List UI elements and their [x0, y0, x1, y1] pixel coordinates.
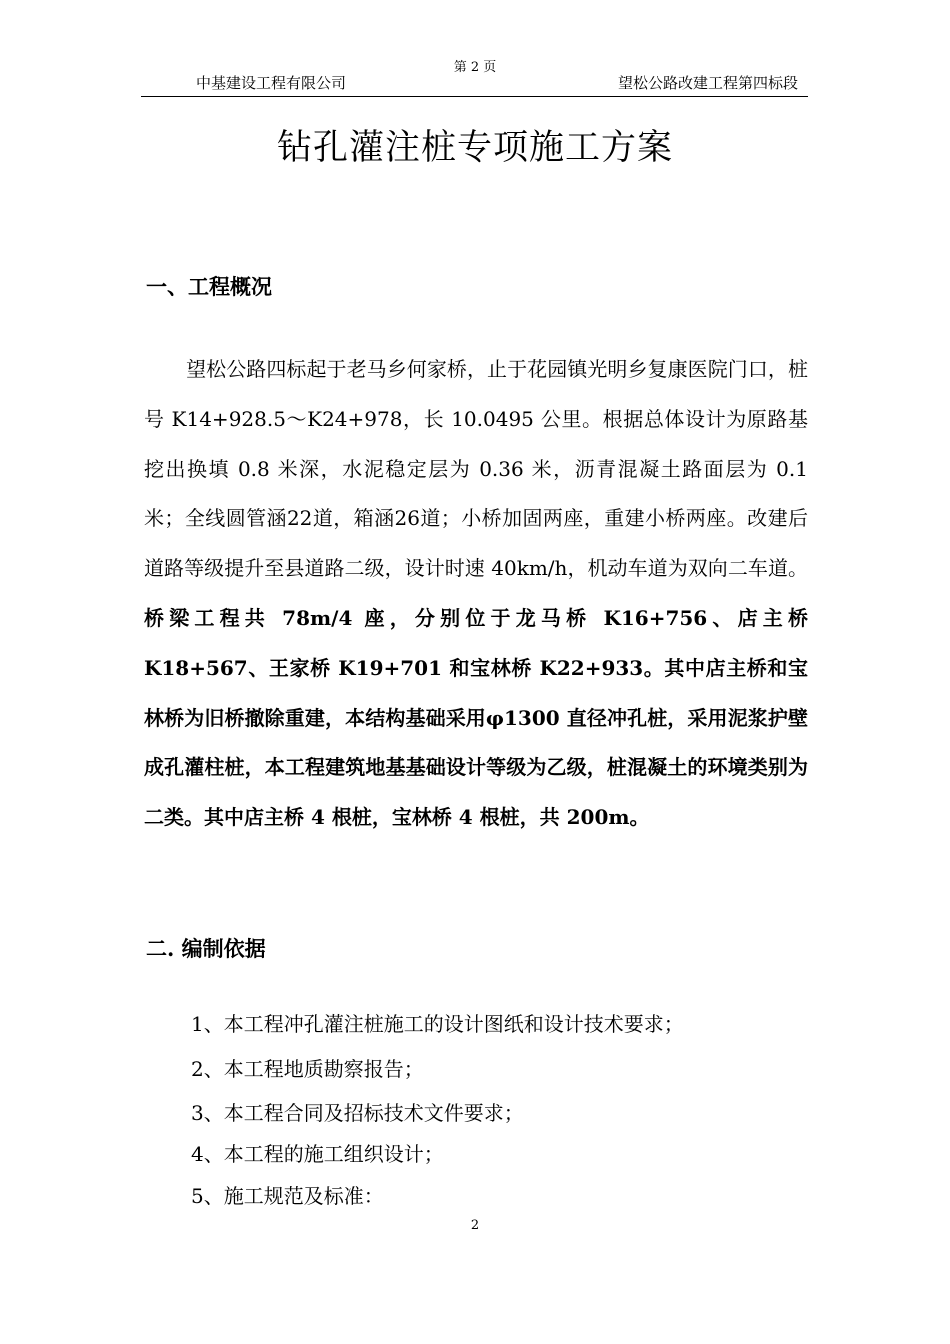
header-company: 中基建设工程有限公司	[196, 74, 347, 92]
list-item: 1、本工程冲孔灌注桩施工的设计图纸和设计技术要求；	[191, 1012, 684, 1036]
page-number-footer: 2	[470, 1218, 480, 1233]
header-divider	[141, 96, 808, 97]
document-title: 钻孔灌注桩专项施工方案	[276, 128, 673, 168]
list-item: 3、本工程合同及招标技术文件要求；	[191, 1101, 524, 1125]
list-item: 4、本工程的施工组织设计；	[191, 1142, 444, 1166]
list-item: 5、施工规范及标准：	[191, 1184, 384, 1208]
overview-paragraph	[144, 345, 808, 843]
section-heading-overview: 一、工程概况	[146, 274, 272, 299]
overview-text: 望松公路四标起于老马乡何家桥，止于花园镇光明乡复康医院门口，桩号 K14+928.5～K24+978，长 10.0495 公里。根据总体设计为原路基挖出换填 0.8 米深，水泥稳定层为 0.36 米，沥青混凝土路面层为 0.1 米；全线圆管涵22道，箱涵26道；小桥加固两座，重建小桥两座。改建后道路等级提升至县道路二级，设计时速 40km/h，机动车道为双向二车道。	[144, 357, 808, 581]
section-heading-basis: 二. 编制依据	[146, 936, 266, 961]
overview-bridge-text: 桥梁工程共 78m/4 座，分别位于龙马桥 K16+756、店主桥 K18+567、王家桥 K19+701 和宝林桥 K22+933。其中店主桥和宝林桥为旧桥撤除重建，本结构基础采用φ1300 直径冲孔桩，采用泥浆护壁成孔灌柱桩，本工程建筑地基基础设计等级为乙级，桩混凝土的环境类别为二类。其中店主桥 4 根桩，宝林桥 4 根桩，共 200m。	[144, 605, 808, 830]
header-project: 望松公路改建工程第四标段	[617, 74, 798, 92]
page-label-top: 第 2 页	[453, 60, 497, 75]
list-item: 2、本工程地质勘察报告；	[191, 1057, 424, 1081]
